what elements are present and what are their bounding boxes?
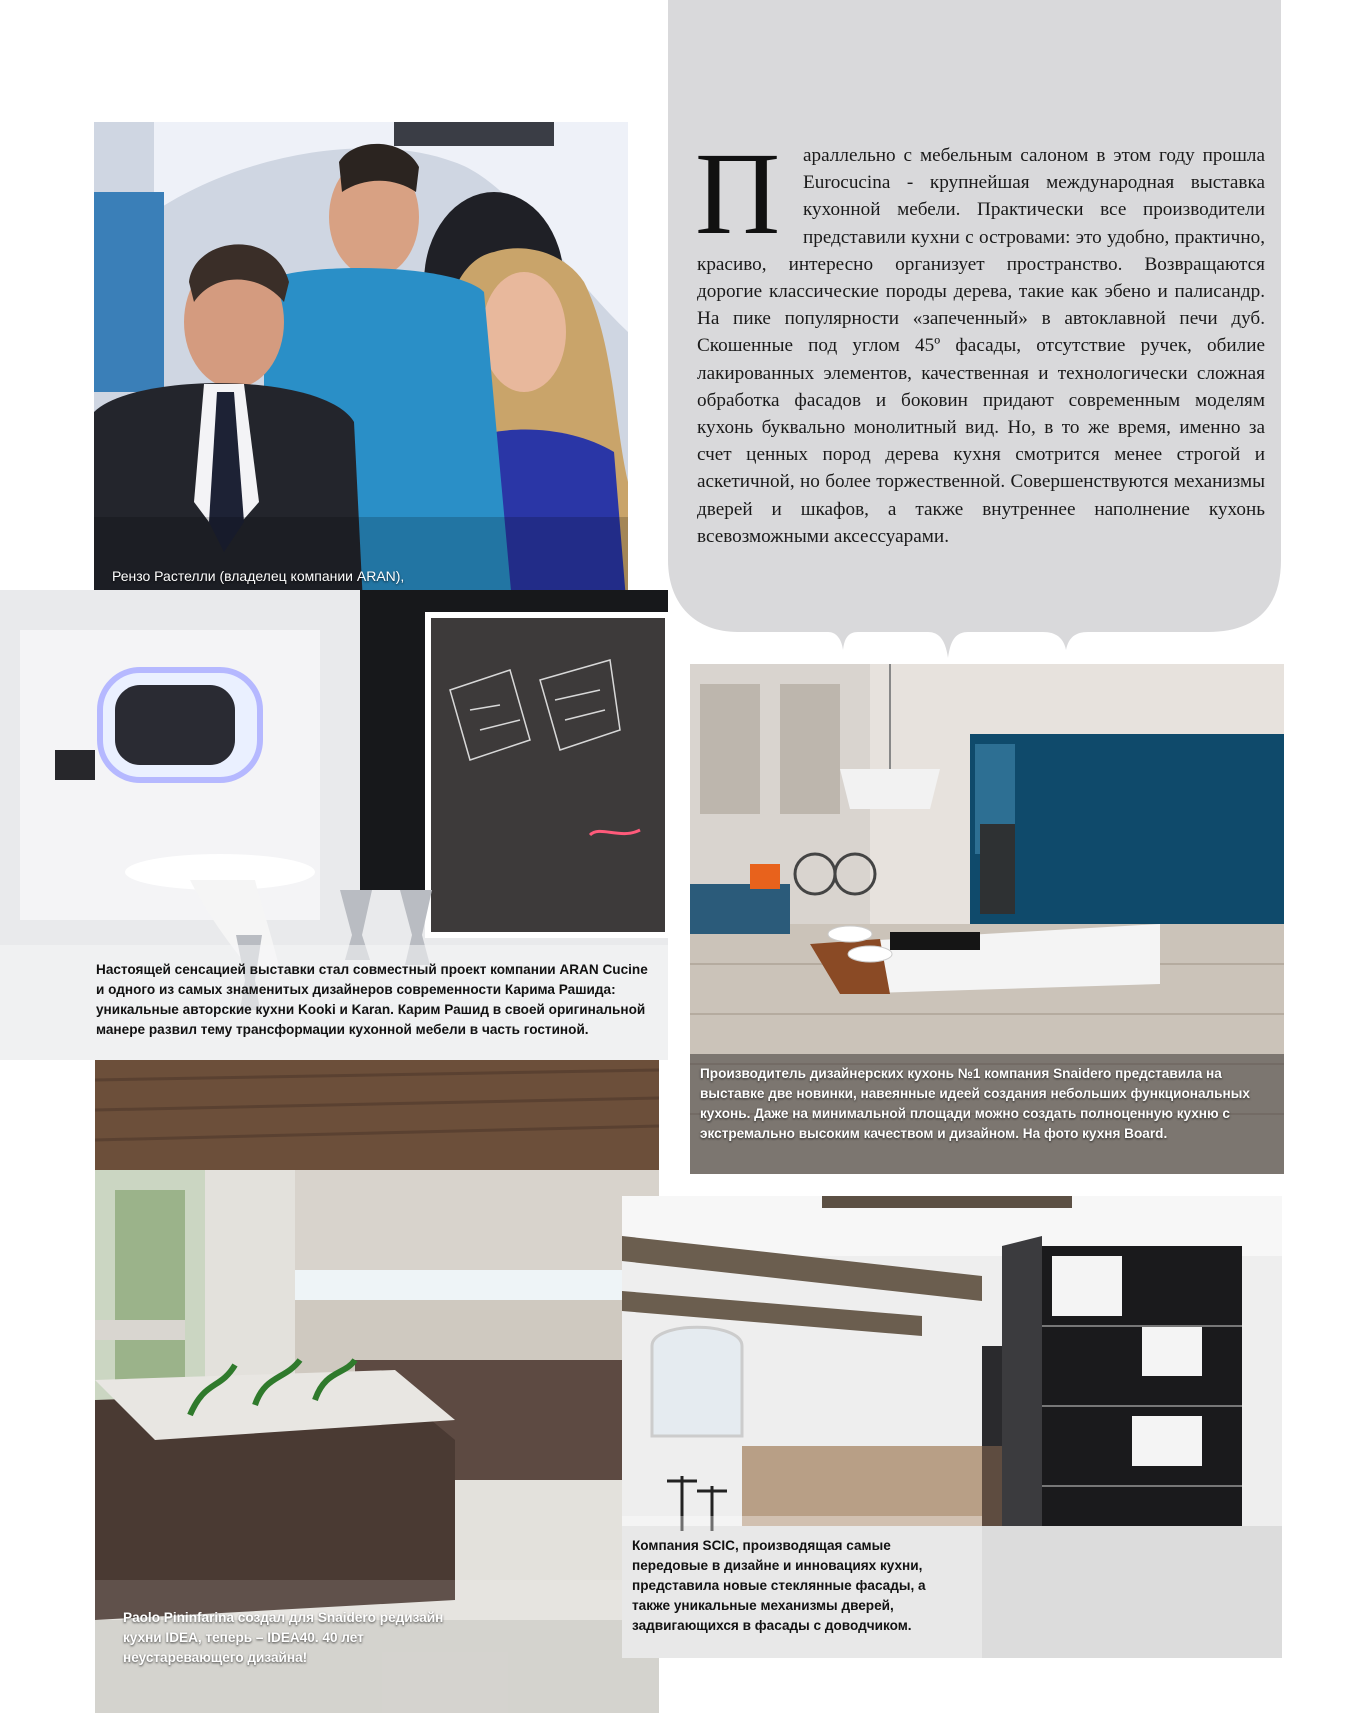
caption-idea40: Paolo Pininfarina создал для Snaidero редизайн кухни IDEA, теперь – IDEA40. 40 лет неустаревающего дизайна!	[123, 1610, 444, 1665]
caption-aran-kitchen: Настоящей сенсацией выставки стал совместный проект компании ARAN Cucine и одного из самых знаменитых дизайнеров современности Карима Рашида: уникальные авторские кухни Kooki и Karan. Карим Рашид в своей оригинальной манере развил тему трансформации кухонной мебели в часть гостиной.	[96, 962, 648, 1037]
article-text: араллельно с мебельным салоном в этом году прошла Eurocucina - крупнейшая международная выставка кухонной мебели. Практически все производители представили кухни с островами: это удобно, практично, красиво, интересно организует пространство. Возвращаются дорогие классические породы дерева, такие как эбено и палисандр. На пике популярности «запеченный» в автоклавной печи дуб. Скошенные под углом 45º фасады, отсутствие ручек, обилие лакированных элементов, качественная и технологически сложная обработка фасадов и боковин придают современным моделям кухонь буквально монолитный вид. Но, в то же время, именно за счет ценных пород дерева кухня смотрится менее строгой и аскетичной, но более торжественной. Совершенствуются механизмы дверей и шкафов, а также внутреннее наполнение кухонь всевозможными аксессуарами.	[697, 145, 1265, 547]
photo-snaidero-board	[690, 664, 1284, 1174]
photo-scic	[622, 1196, 1282, 1658]
caption-snaidero-board: Производитель дизайнерских кухонь №1 компания Snaidero представила на выставке две новинки, навеянные идеей создания небольших функциональных кухонь. Даже на минимальной площади можно создать полноценную кухню с экстремально высоким качеством и дизайном. На фото кухня Board.	[700, 1066, 1250, 1141]
photo-aran-kitchen	[0, 590, 668, 1060]
photo-aran-people	[94, 122, 628, 624]
article-body	[695, 128, 1265, 550]
caption-scic: Компания SCIC, производящая самые передовые в дизайне и инновациях кухни, представила новые стеклянные фасады, а также уникальные механизмы дверей, задвигающихся в фасады с доводчиком.	[632, 1538, 926, 1633]
photo-idea40	[95, 1060, 659, 1713]
caption-aran-people-line1: Рензо Растелли (владелец компании ARAN),	[112, 568, 405, 584]
drop-cap: П	[695, 128, 781, 259]
